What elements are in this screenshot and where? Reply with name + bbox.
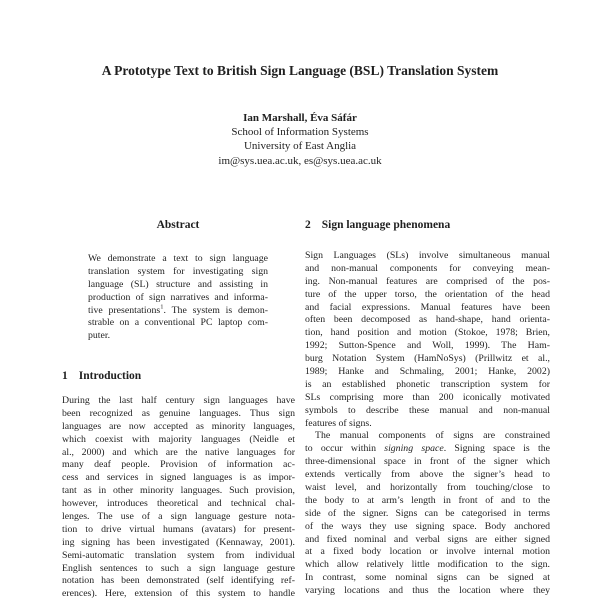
section-heading-introduction	[62, 370, 141, 382]
text-line: 1989; Hanke and Schmaling, 2001; Hanke, 2002)	[305, 366, 550, 378]
text-line: symbols to describe these manual and non-manual	[305, 404, 550, 416]
text-line: translation system for investigating sign	[88, 265, 268, 277]
text-line: tive presentations$^1$. The system is demon-	[88, 303, 268, 316]
text-line: languages are now accepted as minority languages,	[62, 420, 295, 432]
text-line: to occur within signing space. Signing space is the	[305, 443, 550, 455]
author-emails: im@sys.uea.ac.uk, es@sys.uea.ac.uk	[218, 154, 382, 167]
abstract-heading: Abstract	[156, 219, 200, 231]
text-line: the body to at arm’s length in front of and to the	[305, 494, 550, 506]
text-line: and non-manual components for conveying mean-	[305, 262, 550, 274]
text-line: and facial expressions. Manual features have been	[305, 301, 550, 313]
author-block	[0, 111, 600, 168]
text-line: puter.	[88, 330, 111, 342]
text-line: language (SL) structure and assisting in	[88, 278, 268, 290]
text-line: strable on a conventional PC laptop com-	[88, 317, 268, 329]
text-line: tion, hand position and motion (Stokoe, 1978; Brien,	[305, 327, 550, 339]
text-line: Sign Languages (SLs) involve simultaneous manual	[305, 250, 550, 261]
text-line: which coexist with majority languages (Neidle et	[62, 433, 295, 445]
text-line: burg Notation System (HamNoSys) (Prillwitz et al.,	[305, 353, 550, 365]
text-line: al., 2000) and which are the native languages for	[62, 446, 295, 458]
text-line: SLs comprising more than 200 iconically motivated	[305, 391, 550, 403]
text-line: notation has been demonstrated (self identifying ref-	[62, 575, 295, 587]
text-line: ing signing has been investigated (Kennaway, 2001).	[62, 536, 295, 548]
text-line: of the ways they use signing space. Body anchored	[305, 520, 550, 532]
text-line: erences). Here, extension of this system to handle	[62, 588, 295, 600]
text-line: three-dimensional space in front of the signer which	[305, 456, 550, 468]
section-title: Sign language phenomena	[321, 219, 451, 231]
text-line: varying locations and thus the location where they	[305, 585, 550, 597]
text-line: which allow relatively little modification to the sign.	[305, 559, 550, 571]
text-line: however, introduces theoretical and technical chal-	[62, 498, 295, 510]
section-title: Introduction	[78, 370, 142, 382]
introduction-paragraph	[62, 395, 295, 600]
text-line: often been decomposed as hand-shape, hand orienta-	[305, 314, 550, 326]
text-line: During the last half century sign languages have	[62, 395, 295, 406]
section-number: 2	[305, 219, 311, 231]
text-line: is an established phonetic transcription system for	[305, 378, 550, 390]
section-number: 1	[62, 370, 68, 382]
abstract-paragraph	[88, 253, 268, 343]
text-line: In contrast, some nominal signs can be signed at	[305, 572, 550, 584]
text-line: The manual components of signs are constrained	[315, 430, 550, 442]
sign-language-phenomena-text	[305, 250, 550, 598]
text-line: production of sign narratives and informa-	[88, 291, 268, 303]
text-line: features of signs.	[305, 417, 372, 429]
text-line: Semi-automatic translation system from individual	[62, 549, 295, 561]
text-line: 1992; Sutton-Spence and Woll, 1999). The Ham-	[305, 340, 550, 352]
sign-language-paragraph-2	[305, 430, 550, 598]
text-line: ing. Non-manual features are comprised of the pos-	[305, 275, 550, 287]
sign-language-paragraph-1	[305, 250, 550, 430]
text-line: We demonstrate a text to sign language	[88, 253, 268, 264]
author-names: Ian Marshall, Éva Sáfár	[243, 112, 357, 124]
text-line: extends vertically from above the signer’s head to	[305, 469, 550, 481]
author-affiliation-school: School of Information Systems	[231, 126, 369, 139]
text-line: cess and services in signed languages is as impor-	[62, 472, 295, 484]
text-line: many deaf people. Provision of information ac-	[62, 459, 295, 471]
text-line: and fixed nominal and verbal signs are either signed	[305, 533, 550, 545]
text-line: tion to drive virtual humans (avatars) for present-	[62, 523, 295, 535]
text-line: waist level, and horizontally from touching/close to	[305, 482, 550, 494]
text-line: English sentences to such a sign language gesture	[62, 562, 295, 574]
text-line: at a fixed body location or involve internal motion	[305, 546, 550, 558]
text-line: ture of the upper torso, the orientation of the head	[305, 288, 550, 300]
text-line: tant as in other minority languages. Such provision,	[62, 485, 295, 497]
paper-title: A Prototype Text to British Sign Language (BSL) Translation System	[101, 63, 499, 78]
text-line: side of the signer. Signs can be categorised in terms	[305, 507, 550, 519]
section-heading-sign-language-phenomena	[305, 219, 450, 231]
text-line: been recognized as genuine languages. Thus sign	[62, 407, 295, 419]
author-affiliation-university: University of East Anglia	[243, 140, 357, 153]
text-line: lenges. The use of a sign language gesture nota-	[62, 511, 295, 523]
footnote-marker: 1	[160, 303, 164, 311]
